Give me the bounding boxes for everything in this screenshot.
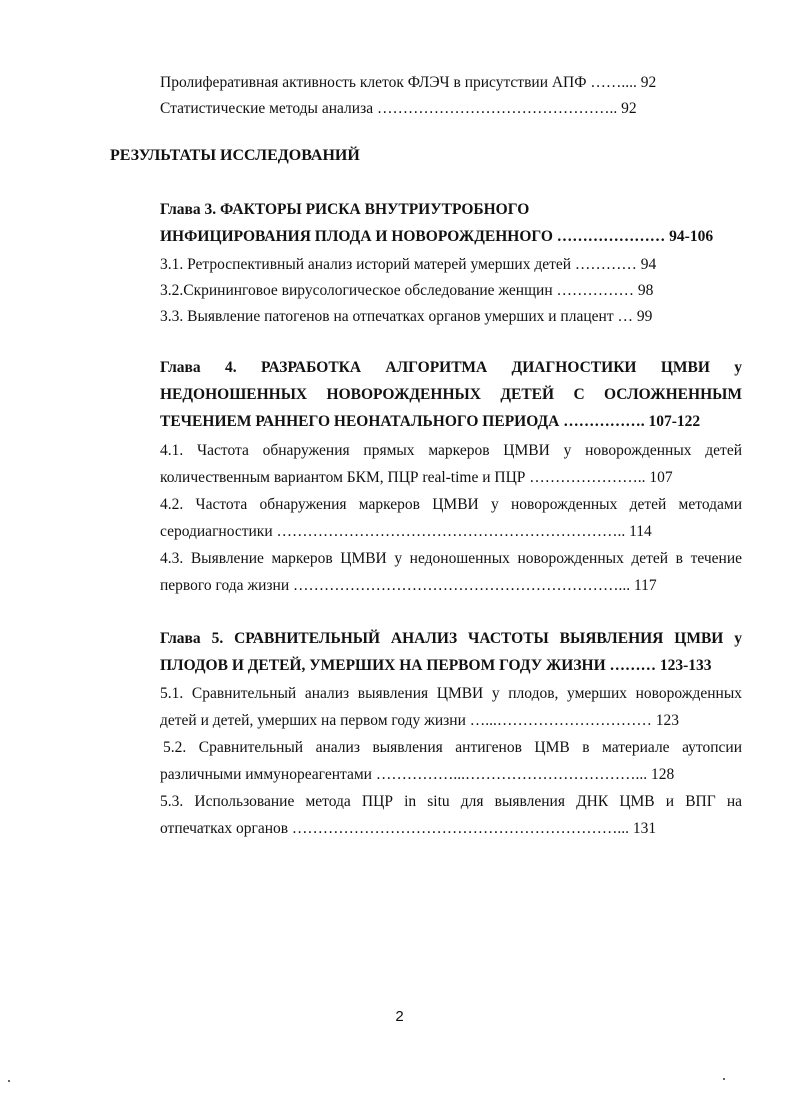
page-number: 2 xyxy=(395,1008,404,1025)
toc-entry: различными иммунореагентами ……………...……………………………... 128 xyxy=(160,766,675,783)
toc-entry: 3.3. Выявление патогенов на отпечатках органов умерших и плацент … 99 xyxy=(160,308,653,325)
chapter-4-title-cont: ТЕЧЕНИЕМ РАННЕГО НЕОНАТАЛЬНОГО ПЕРИОДА ……………. 107-122 xyxy=(160,413,701,430)
toc-entry: серодиагностики ………………………………………………………….. 114 xyxy=(160,523,652,540)
chapter-5-title-cont: ПЛОДОВ И ДЕТЕЙ, УМЕРШИХ НА ПЕРВОМ ГОДУ ЖИЗНИ ……… 123-133 xyxy=(160,657,712,674)
chapter-4-title: Глава 4. РАЗРАБОТКА АЛГОРИТМА ДИАГНОСТИКИ ЦМВИ у xyxy=(160,359,742,376)
toc-entry: 4.2. Частота обнаружения маркеров ЦМВИ у новорожденных детей методами xyxy=(160,496,742,513)
scan-speck xyxy=(8,1080,10,1082)
chapter-4-title-cont: НЕДОНОШЕННЫХ НОВОРОЖДЕННЫХ ДЕТЕЙ С ОСЛОЖНЕННЫМ xyxy=(160,386,742,403)
toc-entry: 5.1. Сравнительный анализ выявления ЦМВИ у плодов, умерших новорожденных xyxy=(160,685,742,702)
toc-entry: 5.3. Использование метода ПЦР in situ для выявления ДНК ЦМВ и ВПГ на xyxy=(160,793,742,810)
toc-entry: 5.2. Сравнительный анализ выявления антигенов ЦМВ в материале аутопсии xyxy=(163,739,742,756)
toc-entry: детей и детей, умерших на первом году жизни …...………………………… 123 xyxy=(160,712,680,729)
chapter-5-title: Глава 5. СРАВНИТЕЛЬНЫЙ АНАЛИЗ ЧАСТОТЫ ВЫЯВЛЕНИЯ ЦМВИ у xyxy=(160,630,742,647)
toc-entry: отпечатках органов ………………………………………………………... 131 xyxy=(160,820,657,837)
toc-entry: 4.3. Выявление маркеров ЦМВИ у недоношенных новорожденных детей в течение xyxy=(160,550,742,567)
toc-entry: Статистические методы анализа ……………………………………….. 92 xyxy=(160,100,637,117)
toc-entry: Пролиферативная активность клеток ФЛЭЧ в присутствии АПФ …….... 92 xyxy=(160,74,657,91)
section-title: РЕЗУЛЬТАТЫ ИССЛЕДОВАНИЙ xyxy=(110,147,360,164)
chapter-3-title-cont: ИНФИЦИРОВАНИЯ ПЛОДА И НОВОРОЖДЕННОГО ………………… 94-106 xyxy=(160,228,714,245)
toc-entry: 4.1. Частота обнаружения прямых маркеров ЦМВИ у новорожденных детей xyxy=(160,442,742,459)
toc-entry: количественным вариантом БКМ, ПЦР real-time и ПЦР ………………….. 107 xyxy=(160,469,673,486)
chapter-3-title: Глава 3. ФАКТОРЫ РИСКА ВНУТРИУТРОБНОГО xyxy=(160,201,530,218)
toc-entry: 3.1. Ретроспективный анализ историй матерей умерших детей ………… 94 xyxy=(160,256,657,273)
toc-entry: 3.2.Скрининговое вирусологическое обследование женщин …………… 98 xyxy=(160,282,654,299)
scan-speck xyxy=(723,1078,725,1080)
toc-entry: первого года жизни ………………………………………………………... 117 xyxy=(160,577,657,594)
